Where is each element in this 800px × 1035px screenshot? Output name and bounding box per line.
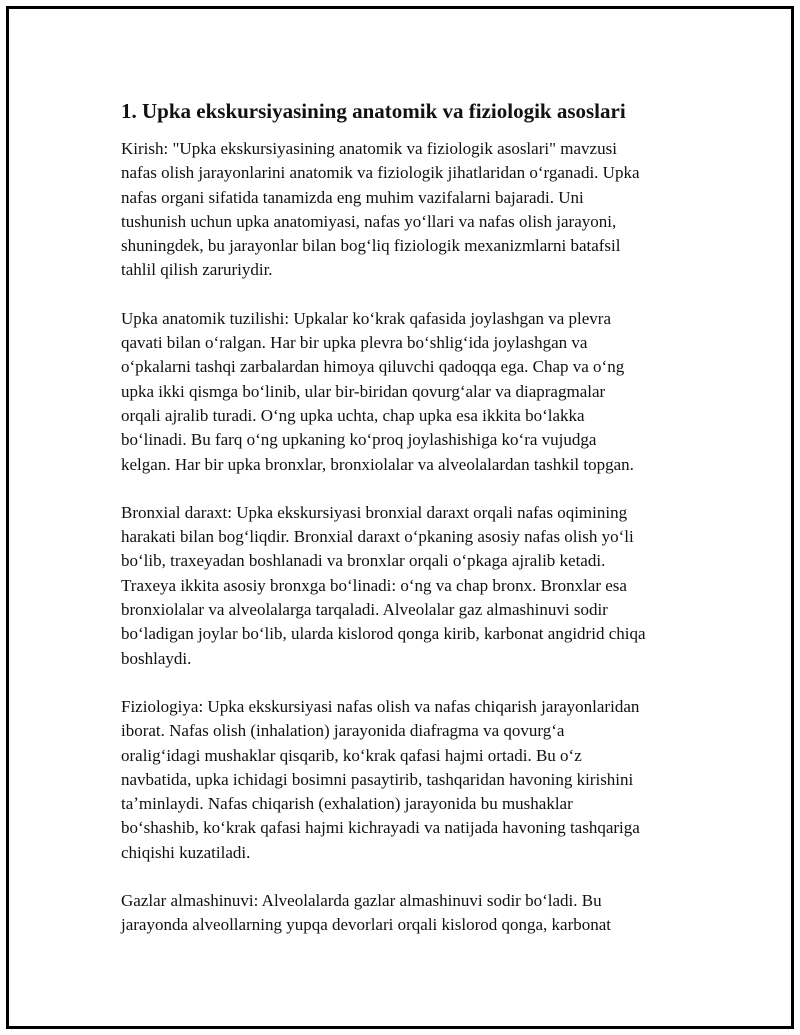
- text-line: shuningdek, bu jarayonlar bilan bogʻliq fiziologik mexanizmlarni batafsil: [121, 236, 621, 256]
- text-line: jarayonda alveollarning yupqa devorlari orqali kislorod qonga, karbonat: [121, 915, 612, 935]
- text-line: Traxeya ikkita asosiy bronxga boʻlinadi: oʻng va chap bronx. Bronxlar esa: [121, 575, 627, 595]
- text-line: boʻladigan joylar boʻlib, ularda kislorod qonga kirib, karbonat angidrid chiqa: [121, 624, 646, 644]
- paragraph-gas-exchange: [121, 889, 701, 938]
- text-line: qavati bilan oʻralgan. Har bir upka plevra boʻshligʻida joylashgan va: [121, 333, 588, 353]
- text-line: orqali ajralib turadi. Oʻng upka uchta, chap upka esa ikkita boʻlakka: [121, 405, 585, 425]
- document-body: [121, 97, 701, 962]
- paragraph-anatomy: [121, 307, 701, 477]
- page-frame: [6, 6, 794, 1029]
- paragraph-bronchial-tree: [121, 501, 701, 671]
- section-heading: 1. Upka ekskursiyasining anatomik va fiziologik asoslari: [121, 99, 626, 123]
- text-line: navbatida, upka ichidagi bosimni pasaytirib, tashqaridan havoning kirishini: [121, 769, 634, 789]
- text-line: iborat. Nafas olish (inhalation) jarayonida diafragma va qovurgʻa: [121, 721, 565, 741]
- text-line: chiqishi kuzatiladi.: [121, 842, 251, 862]
- text-line: boʻlib, traxeyadan boshlanadi va bronxlar orqali oʻpkaga ajralib ketadi.: [121, 551, 606, 571]
- paragraph-physiology: [121, 695, 701, 865]
- text-line: nafas olish jarayonlarini anatomik va fiziologik jihatlaridan oʻrganadi. Upka: [121, 163, 640, 183]
- text-line: Upka anatomik tuzilishi: Upkalar koʻkrak qafasida joylashgan va plevra: [121, 308, 612, 328]
- text-line: boʻshashib, koʻkrak qafasi hajmi kichrayadi va natijada havoning tashqariga: [121, 818, 640, 838]
- text-line: oʻpkalarni tashqi zarbalardan himoya qiluvchi qadoqqa ega. Chap va oʻng: [121, 357, 625, 377]
- text-line: Fiziologiya: Upka ekskursiyasi nafas olish va nafas chiqarish jarayonlaridan: [121, 696, 640, 716]
- paragraph-introduction: [121, 137, 701, 283]
- text-line: Kirish: "Upka ekskursiyasining anatomik va fiziologik asoslari" mavzusi: [121, 139, 617, 158]
- text-line: upka ikki qismga boʻlinib, ular bir-biridan qovurgʻalar va diapragmalar: [121, 381, 606, 401]
- text-line: tahlil qilish zaruriydir.: [121, 260, 273, 280]
- text-line: Gazlar almashinuvi: Alveolalarda gazlar almashinuvi sodir boʻladi. Bu: [121, 891, 602, 911]
- text-line: boshlaydi.: [121, 648, 192, 668]
- text-line: kelgan. Har bir upka bronxlar, bronxiolalar va alveolalardan tashkil topgan.: [121, 454, 634, 474]
- text-line: Bronxial daraxt: Upka ekskursiyasi bronxial daraxt orqali nafas oqimining: [121, 502, 628, 522]
- text-line: taʼminlaydi. Nafas chiqarish (exhalation) jarayonida bu mushaklar: [121, 794, 573, 814]
- text-line: boʻlinadi. Bu farq oʻng upkaning koʻproq joylashishiga koʻra vujudga: [121, 430, 597, 450]
- text-line: bronxiolalar va alveolalarga tarqaladi. Alveolalar gaz almashinuvi sodir: [121, 600, 608, 620]
- text-line: oraligʻidagi mushaklar qisqarib, koʻkrak qafasi hajmi ortadi. Bu oʻz: [121, 745, 582, 765]
- text-line: tushunish uchun upka anatomiyasi, nafas yoʻllari va nafas olish jarayoni,: [121, 211, 617, 231]
- text-line: nafas organi sifatida tanamizda eng muhim vazifalarni bajaradi. Uni: [121, 187, 584, 207]
- text-line: harakati bilan bogʻliqdir. Bronxial daraxt oʻpkaning asosiy nafas olish yoʻli: [121, 527, 634, 547]
